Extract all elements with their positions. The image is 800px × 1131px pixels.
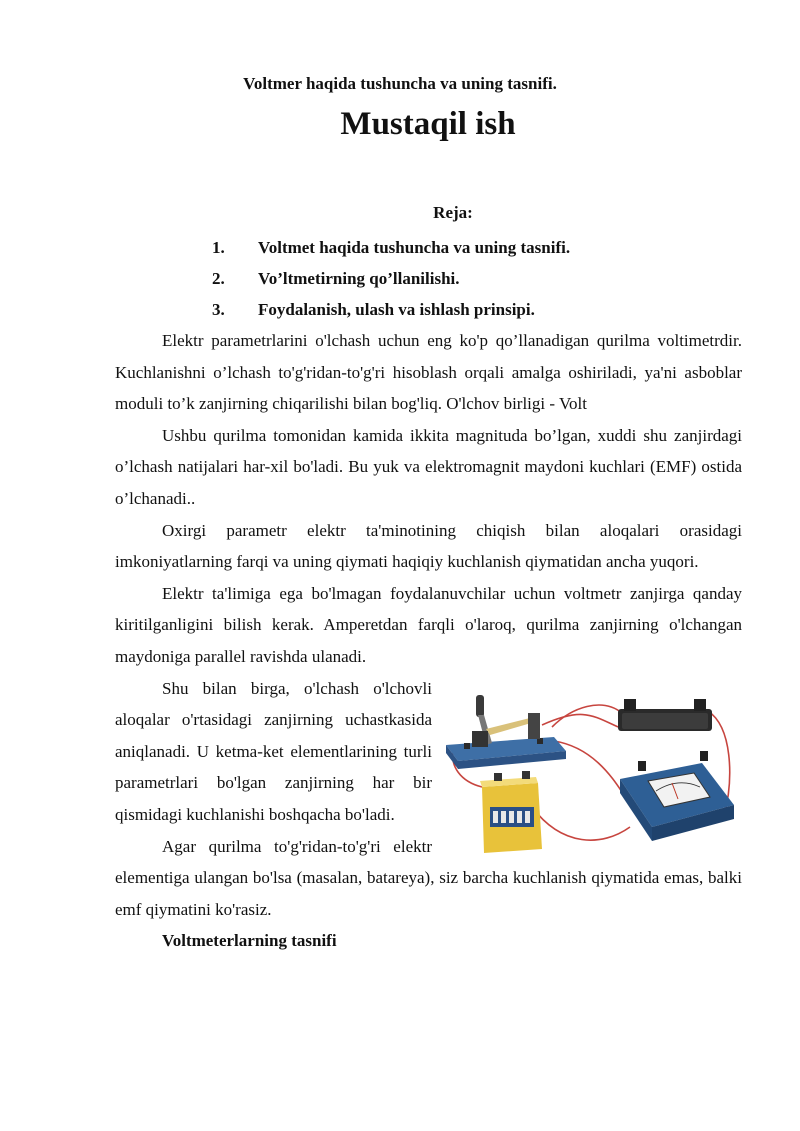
wire	[554, 741, 622, 792]
knife-switch-icon	[446, 695, 566, 769]
wire	[532, 807, 630, 840]
document-title: Mustaqil ish	[340, 106, 516, 142]
paragraph: Ushbu qurilma tomonidan kamida ikkita magnituda bo’lgan, xuddi shu zanjirdagi o’lchash natijalari har-xil bo'ladi. Bu yuk va elektromagnit maydoni kuchlari (EMF) ostida o’lchanadi..	[115, 425, 742, 508]
plan-item-number: 3.	[212, 300, 225, 319]
paragraph: Elektr parametrlarini o'lchash uchun eng ko'p qo’llanadigan qurilma voltimetrdir. Kuchlanishni o’lchash to'g'ridan-to'g'ri hisoblash orqali amalga oshiriladi, ya'ni asboblar moduli to’k zanjirning chiqarilishi bilan bog'liq. O'lchov birligi - Volt	[115, 331, 742, 414]
voltmeter-icon	[620, 751, 734, 841]
plan-item-number: 2.	[212, 269, 225, 288]
paragraph: Shu bilan birga, o'lchash o'lchovli aloqalar o'rtasidagi zanjirning uchastkasida aniqlanadi. U ketma-ket elementlarining turli parametrlari bo'lgan zanjirning har bir qismidagi kuchlanishi boshqacha bo'ladi.	[115, 678, 432, 824]
plan-item-number: 1.	[212, 238, 225, 257]
section-heading: Voltmeterlarning tasnifi	[162, 931, 337, 951]
ammeter-icon	[618, 699, 712, 731]
document-subtitle: Voltmer haqida tushuncha va uning tasnifi.	[243, 74, 557, 93]
battery-icon	[480, 771, 542, 853]
plan-heading: Reja:	[433, 203, 473, 222]
paragraph: Agar qurilma to'g'ridan-to'g'ri elektr elementiga ulangan bo'lsa (masalan, batareya), siz barcha kuchlanish qiymatida emas, balki emf qiymatini ko'rasiz.	[115, 836, 742, 919]
plan-item-text: Voltmet haqida tushuncha va uning tasnifi.	[258, 238, 571, 257]
paragraph: Elektr ta'limiga ega bo'lmagan foydalanuvchilar uchun voltmetr zanjirga qanday kiritilganligini bilish kerak. Amperetdan farqli o'laroq, qurilma zanjirning o'lchangan maydoniga parallel ravishda ulanadi.	[115, 583, 742, 666]
plan-item-text: Foydalanish, ulash va ishlash prinsipi.	[258, 300, 535, 319]
circuit-illustration	[442, 687, 742, 857]
plan-item-text: Vo’ltmetirning qo’llanilishi.	[258, 269, 460, 288]
paragraph: Oxirgi parametr elektr ta'minotining chiqish bilan aloqalari orasidagi imkoniyatlarning farqi va uning qiymati haqiqiy kuchlanish qiymatidan ancha yuqori.	[115, 520, 742, 572]
body-text	[115, 325, 742, 957]
